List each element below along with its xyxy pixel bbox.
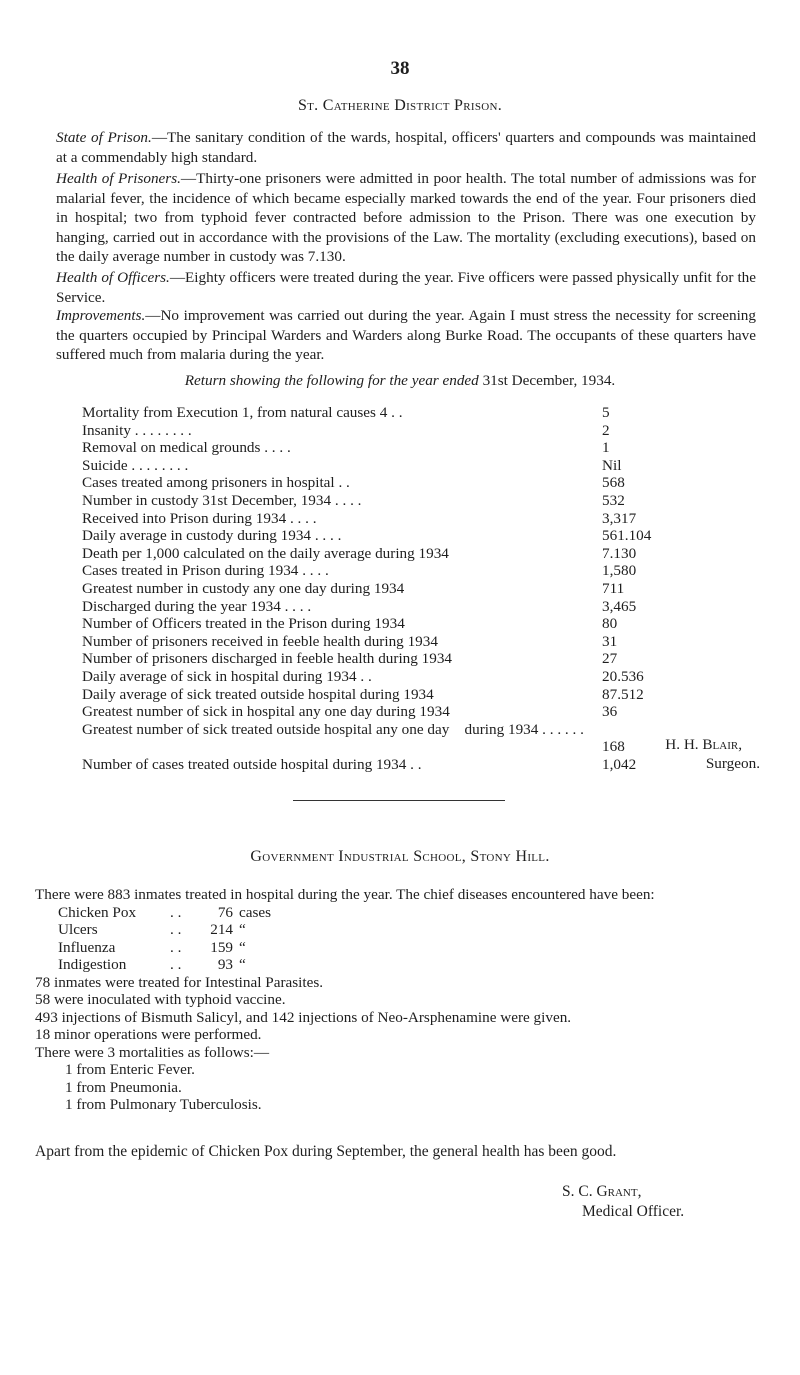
stat-label: Daily average of sick in hospital during 1934 . . <box>82 667 372 685</box>
body-line: 18 minor operations were performed. <box>35 1026 262 1043</box>
stat-value: Nil <box>602 456 622 474</box>
stat-label: Received into Prison during 1934 . . . . <box>82 509 317 527</box>
return-heading <box>0 372 800 390</box>
stat-value: 80 <box>602 615 618 633</box>
return-heading-text: Return showing the following for the year ended <box>184 372 479 389</box>
disease-dots: . . <box>170 903 182 921</box>
stat-value: 3,465 <box>602 597 637 615</box>
signature-surgeon <box>540 735 760 773</box>
stat-value: 532 <box>602 491 625 509</box>
stat-row <box>82 703 758 721</box>
stat-label: Number of prisoners discharged in feeble health during 1934 <box>82 650 453 668</box>
disease-dots: . . <box>170 956 182 973</box>
stat-row <box>82 492 758 510</box>
stat-label: Daily average in custody during 1934 . . . . <box>82 527 342 545</box>
stat-row <box>82 562 758 580</box>
paragraph-lead: Improvements. <box>56 307 146 324</box>
stat-label: Number of prisoners received in feeble health during 1934 <box>82 632 438 650</box>
paragraph-text: —No improvement was carried out during the year. Again I must stress the necessity for screening the quarters occupied by Principal Warders and Warders along Burke Road. The occupants of these quarters have suffered much from malaria during the year. <box>56 307 756 363</box>
body-line: 78 inmates were treated for Intestinal Parasites. <box>35 973 324 991</box>
signature-role: Surgeon. <box>705 755 760 772</box>
paragraph-text: —The sanitary condition of the wards, hospital, officers' quarters and compounds was maintained at a commendably high standard. <box>56 129 756 166</box>
stat-value: 1,580 <box>602 562 637 580</box>
disease-count: 159 <box>210 938 233 956</box>
disease-row <box>35 956 775 974</box>
stat-row <box>82 580 758 598</box>
stat-label: Greatest number in custody any one day during 1934 <box>82 579 405 597</box>
stat-label: Greatest number of sick in hospital any one day during 1934 <box>82 703 450 721</box>
stat-value: 36 <box>602 703 618 721</box>
stat-label: Insanity . . . . . . . . <box>82 421 192 439</box>
page-number: 38 <box>390 58 410 79</box>
section-title-prison: St. Catherine District Prison. <box>297 97 503 114</box>
closing-line: Apart from the epidemic of Chicken Pox during September, the general health has been good. <box>35 1143 617 1160</box>
stat-row <box>82 457 758 475</box>
stat-row <box>82 474 758 492</box>
stat-row <box>82 510 758 528</box>
disease-unit: “ <box>239 938 246 956</box>
stat-value: 7.130 <box>602 544 637 562</box>
intro-line: There were 883 inmates treated in hospital during the year. The chief diseases encountered have been: <box>35 886 655 903</box>
stat-row <box>82 527 758 545</box>
stat-label: Suicide . . . . . . . . <box>82 456 189 474</box>
stat-value: 561.104 <box>602 527 652 545</box>
section-divider <box>293 800 505 801</box>
stat-row <box>82 633 758 651</box>
disease-unit: “ <box>239 956 246 973</box>
stat-row <box>82 545 758 563</box>
stat-value: 2 <box>602 421 610 439</box>
paragraph-text: —Eighty officers were treated during the year. Five officers were passed physically unfit for the Service. <box>56 269 756 306</box>
disease-name: Ulcers <box>58 921 98 938</box>
disease-unit: cases <box>239 903 272 921</box>
stat-value: 20.536 <box>602 667 644 685</box>
stat-row <box>82 650 758 668</box>
stat-label: Removal on medical grounds . . . . <box>82 439 291 457</box>
stat-value: 1,042 <box>602 755 637 773</box>
stat-label: Greatest number of sick treated outside hospital any one day during 1934 . . . . . . <box>82 720 584 738</box>
statistics-table <box>82 404 758 773</box>
stat-row <box>82 615 758 633</box>
stat-value: 168 <box>602 738 625 756</box>
mortality-line: 1 from Enteric Fever. <box>65 1061 195 1078</box>
stat-label: Number of cases treated outside hospital during 1934 . . <box>82 755 422 773</box>
body-line: There were 3 mortalities as follows:— <box>35 1043 270 1061</box>
stat-label: Death per 1,000 calculated on the daily average during 1934 <box>82 544 449 562</box>
stat-label: Mortality from Execution 1, from natural causes 4 . . <box>82 404 403 421</box>
paragraph-health-of-officers <box>56 268 756 307</box>
stat-row <box>82 404 758 422</box>
paragraph-lead: Health of Prisoners. <box>56 170 181 187</box>
stat-value: 5 <box>602 404 610 421</box>
return-date: 31st December, 1934. <box>482 372 616 389</box>
disease-name: Indigestion <box>58 956 127 973</box>
signature-name: S. C. Grant, <box>562 1183 642 1200</box>
signature-role: Medical Officer. <box>582 1203 685 1220</box>
stat-value: 27 <box>602 650 618 668</box>
stat-row <box>82 439 758 457</box>
section-title-industrial-school: Government Industrial School, Stony Hill. <box>250 848 550 865</box>
disease-name: Chicken Pox <box>58 903 137 921</box>
stat-label: Number in custody 31st December, 1934 . . . . <box>82 491 362 509</box>
stat-value: 568 <box>602 474 625 492</box>
disease-row <box>35 921 775 939</box>
stat-value: 1 <box>602 439 610 457</box>
stat-row <box>82 668 758 686</box>
paragraph-improvements <box>56 306 756 365</box>
mortality-line: 1 from Pulmonary Tuberculosis. <box>65 1096 262 1113</box>
stat-value: 711 <box>602 579 625 597</box>
stat-value: 3,317 <box>602 509 637 527</box>
paragraph-text: —Thirty-one prisoners were admitted in poor health. The total number of admissions was for malarial fever, the incidence of which became especially marked towards the end of the year. Four prisoners died in hospital; two from typhoid fever contracted before admission to the Prison. There was one execution by hanging, carried out in accordance with the provisions of the Law. The mortality (excluding executions), based on the daily average number in custody was 7.130. <box>56 170 756 265</box>
body-line: 58 were inoculated with typhoid vaccine. <box>35 991 286 1008</box>
disease-dots: . . <box>170 921 182 938</box>
disease-name: Influenza <box>58 938 116 956</box>
signature-name: H. H. Blair, <box>665 736 742 753</box>
stat-label: Number of Officers treated in the Prison during 1934 <box>82 615 405 633</box>
disease-unit: “ <box>239 921 246 938</box>
mortality-line: 1 from Pneumonia. <box>65 1078 182 1096</box>
stat-value: 87.512 <box>602 685 644 703</box>
industrial-school-body <box>35 886 775 1114</box>
paragraph-state-of-prison <box>56 128 756 167</box>
stat-row <box>82 686 758 704</box>
body-line: 493 injections of Bismuth Salicyl, and 142 injections of Neo-Arsphenamine were given. <box>35 1008 572 1026</box>
paragraph-lead: Health of Officers. <box>56 269 170 286</box>
paragraph-health-of-prisoners <box>56 169 756 267</box>
stat-row <box>82 422 758 440</box>
disease-row <box>35 904 775 922</box>
disease-row <box>35 939 775 957</box>
disease-count: 76 <box>217 903 233 921</box>
stat-label: Cases treated in Prison during 1934 . . . . <box>82 562 329 580</box>
stat-value: 31 <box>602 632 618 650</box>
disease-dots: . . <box>170 938 182 956</box>
signature-medical-officer <box>540 1182 765 1222</box>
stat-row <box>82 598 758 616</box>
disease-count: 214 <box>210 921 233 938</box>
stat-label: Discharged during the year 1934 . . . . <box>82 597 312 615</box>
stat-label: Cases treated among prisoners in hospital . . <box>82 474 350 492</box>
paragraph-lead: State of Prison. <box>56 129 152 146</box>
stat-label: Daily average of sick treated outside hospital during 1934 <box>82 685 434 703</box>
disease-count: 93 <box>217 956 233 973</box>
